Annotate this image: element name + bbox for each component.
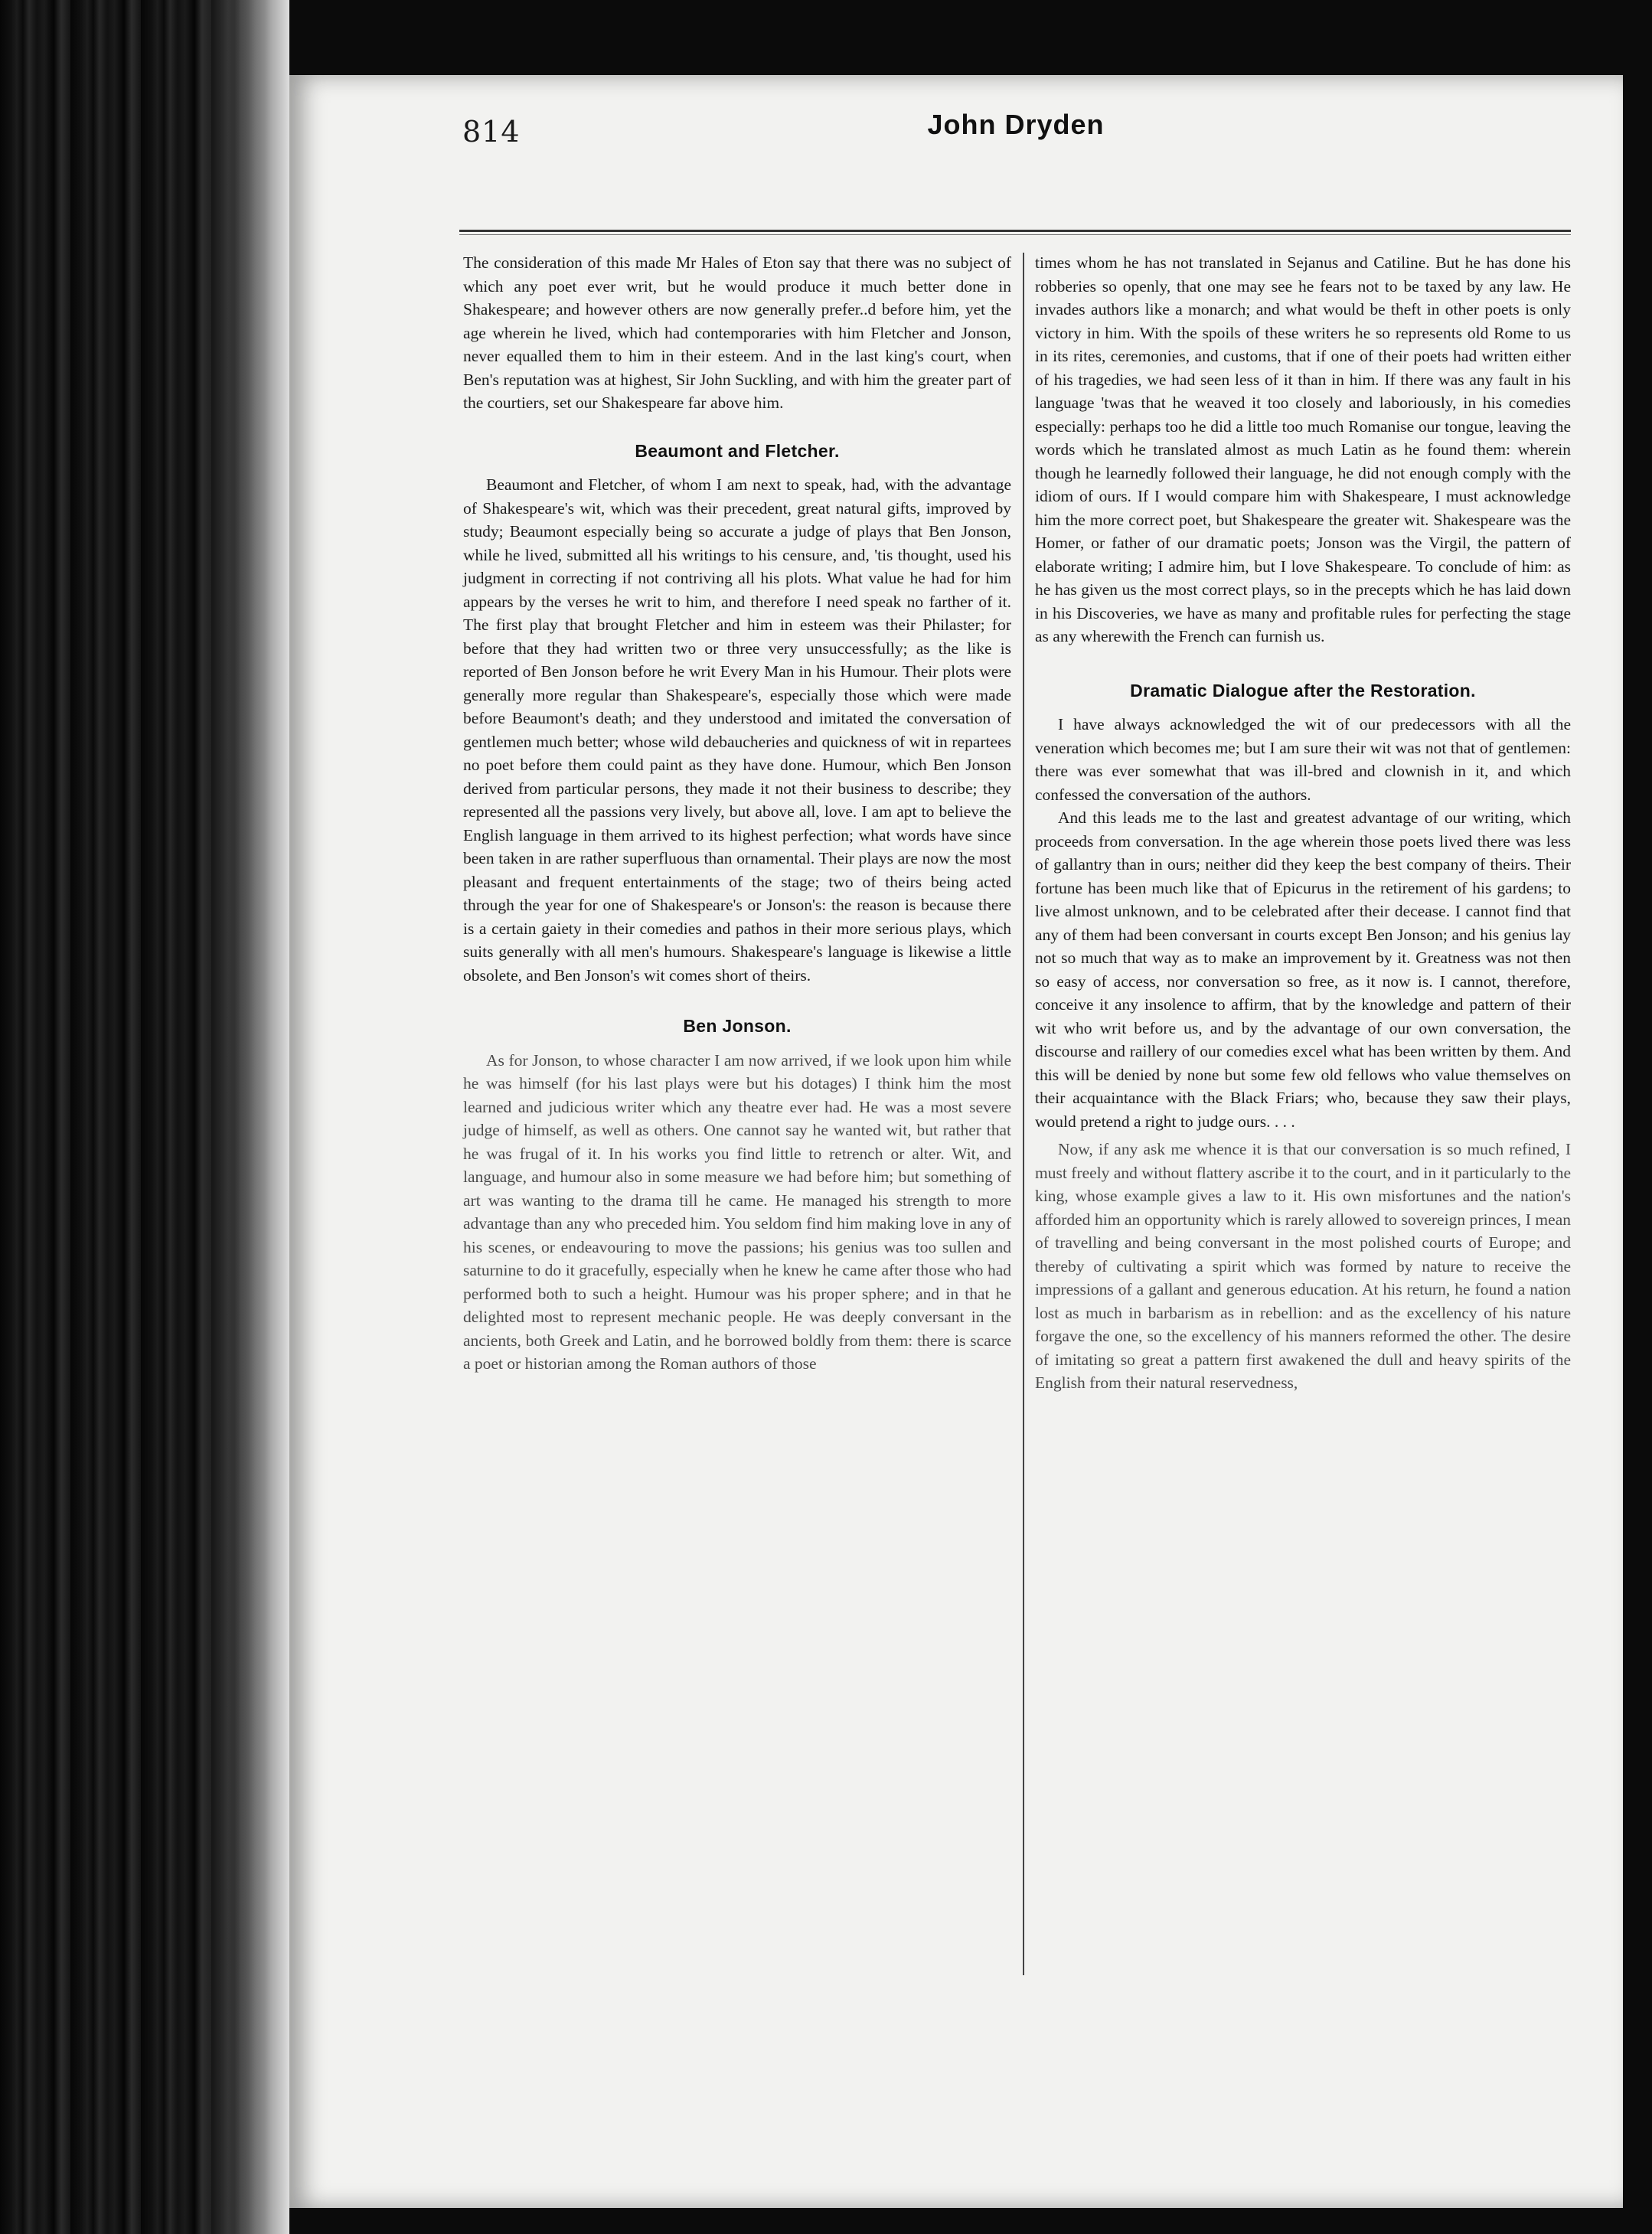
- section-heading-beaumont-fletcher: Beaumont and Fletcher.: [635, 440, 840, 461]
- column-divider: [1023, 253, 1024, 1975]
- dialogue-paragraph-3: Now, if any ask me whence it is that our conversation is so much refined, I must freely and without flattery ascribe it to the court, and in it particularly to the king, whose example gives a law to it. His own misfortunes and the nation's afforded him an opportunity which is rarely allowed to sovereign princes, I mean of travelling and being conversant in the most polished courts of Europe; and thereby of cultivating a spirit which was formed by nature to receive the impressions of a gallant and generous education. At his return, he found a nation lost as much in barbarism as in rebellion: and as the excellency of his nature forgave the one, so the excellency of his manners reformed the other. The desire of imitating so great a pattern first awakened the dull and heavy spirits of the English from their natural reservedness,: [1035, 1140, 1571, 1392]
- dialogue-paragraph-2: And this leads me to the last and greatest advantage of our writing, which proceeds from conversation. In the age wherein those poets lived there was less of gallantry than in ours; neither did they keep the best company of theirs. Their fortune has been much like that of Epicurus in the retirement of his gardens; to live almost unknown, and to be celebrated after their decease. I cannot find that any of them had been conversant in courts except Ben Jonson; and his genius lay not so much that way as to make an improvement by it. Greatness was not then so easy of access, nor conversation so free, as it now is. I cannot, therefore, conceive it any insolence to affirm, that by the knowledge and pattern of their wit who writ before us, and by the advantage of our own conversation, the discourse and raillery of our comedies excel what has been written by them. And this will be denied by none but some few old fellows who value themselves on their acquaintance with the Black Friars; who, because they saw their plays, would pretend a right to judge ours. . . .: [1035, 808, 1571, 1131]
- right-column: [1035, 251, 1571, 1395]
- continuation-paragraph: times whom he has not translated in Sejanus and Catiline. But he has done his robberies so openly, that one may see he fears not to be taxed by any law. He invades authors like a monarch; and what would be theft in other poets is only victory in him. With the spoils of these writers he so represents old Rome to us in its rites, ceremonies, and customs, that if one of their poets had written either of his tragedies, we had seen less of it than in him. If there was any fault in his language 'twas that he weaved it too closely and laboriously, in his comedies especially: perhaps too he did a little too much Romanise our tongue, leaving the words which he translated almost as much Latin as he found them: wherein though he learnedly followed their language, he did not enough comply with the idiom of ours. If I would compare him with Shakespeare, I must acknowledge him the more correct poet, but Shakespeare the greater wit. Shakespeare was the Homer, or father of our dramatic poets; Jonson was the Virgil, the pattern of elaborate writing; I admire him, but I love Shakespeare. To conclude of him: as he has given us the most correct plays, so in the precepts which he has laid down in his Discoveries, we have as many and profitable rules for perfecting the stage as any wherewith the French can furnish us.: [1035, 253, 1571, 645]
- header-rule-thin: [459, 234, 1571, 235]
- beaumont-fletcher-paragraph: Beaumont and Fletcher, of whom I am next to speak, had, with the advantage of Shakespeare's wit, which was their precedent, great natural gifts, improved by study; Beaumont especially being so accurate a judge of plays that Ben Jonson, while he lived, submitted all his writings to his censure, and, 'tis thought, used his judgment in correcting if not contriving all his plots. What value he had for him appears by the verses he writ to him, and therefore I need speak no farther of it. The first play that brought Fletcher and him in esteem was their Philaster; for before that they had written two or three very unsuccessfully; as the like is reported of Ben Jonson before he writ Every Man in his Humour. Their plots were generally more regular than Shakespeare's, especially those which were made before Beaumont's death; and they understood and imitated the conversation of gentlemen much better; whose wild debaucheries and quickness of wit in repartees no poet before them could paint as they have done. Humour, which Ben Jonson derived from particular persons, they made it not their business to describe; they represented all the passions very lively, but above all, love. I am apt to believe the English language in them arrived to its highest perfection; what words have since been taken in are rather superfluous than ornamental. Their plays are now the most pleasant and frequent entertainments of the stage; two of theirs being acted through the year for one of Shakespeare's or Jonson's: the reason is because there is a certain gaiety in their comedies and pathos in their more serious plays, which suits generally with all men's humours. Shakespeare's language is likewise a little obsolete, and Ben Jonson's wit comes short of theirs.: [463, 475, 1011, 985]
- header-rule: [459, 230, 1571, 232]
- section-heading-dramatic-dialogue: Dramatic Dialogue after the Restoration.: [1130, 680, 1476, 701]
- section-heading-ben-jonson: Ben Jonson.: [683, 1016, 792, 1036]
- book-spine-edge: [0, 0, 289, 2234]
- dialogue-paragraph-1: I have always acknowledged the wit of our predecessors with all the veneration which becomes me; but I am sure their wit was not that of gentlemen: there was ever somewhat that was ill-bred and clownish in it, and which confessed the conversation of the authors.: [1035, 715, 1571, 804]
- left-column: [463, 251, 1011, 1376]
- ben-jonson-paragraph: As for Jonson, to whose character I am now arrived, if we look upon him while he was himself (for his last plays were but his dotages) I think him the most learned and judicious writer which any theatre ever had. He was a most severe judge of himself, as well as others. One cannot say he wanted wit, but rather that he was frugal of it. In his works you find little to retrench or alter. Wit, and language, and humour also in some measure we had before him; but something of art was wanting to the drama till he came. He managed his strength to more advantage than any who preceded him. You seldom find him making love in any of his scenes, or endeavouring to move the passions; his genius was too sullen and saturnine to do it gracefully, especially when he knew he came after those who had performed both to such a height. Humour was his proper sphere; and in that he delighted most to represent mechanic people. He was deeply conversant in the ancients, both Greek and Latin, and he borrowed boldly from them: there is scarce a poet or historian among the Roman authors of those: [463, 1050, 1011, 1373]
- page-header: [178, 106, 1569, 175]
- page-number: 814: [462, 115, 521, 149]
- opening-paragraph: The consideration of this made Mr Hales of Eton say that there was no subject of which any poet ever writ, but he would produce it much better done in Shakespeare; and however others are now generally prefer..d before him, yet the age wherein he lived, which had contemporaries with him Fletcher and Jonson, never equalled them to him in their esteem. And in the last king's court, when Ben's reputation was at highest, Sir John Suckling, and with him the greater part of the courtiers, set our Shakespeare far above him.: [463, 253, 1011, 412]
- running-title: John Dryden: [927, 109, 1105, 140]
